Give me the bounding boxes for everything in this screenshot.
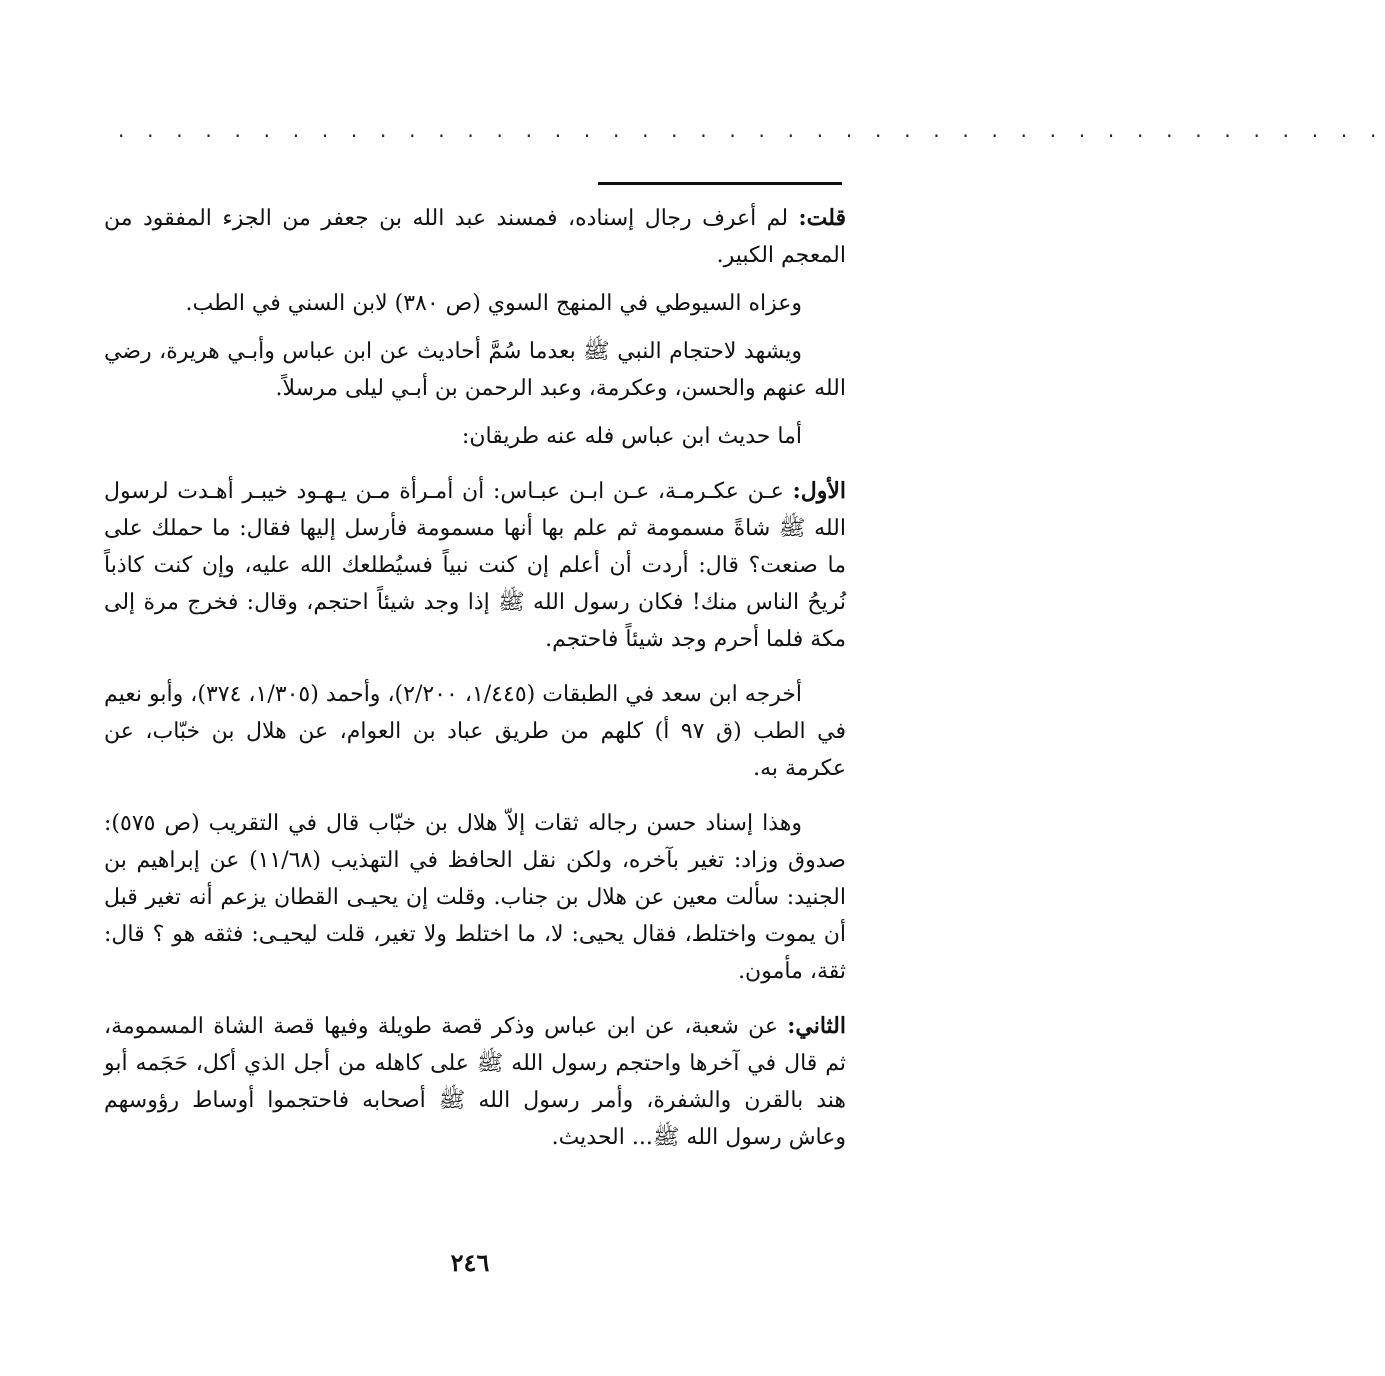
paragraph-text: وعزاه السيوطي في المنهج السوي (ص ٣٨٠) لابن السني في الطب. [185,291,802,316]
paragraph-text: عن شعبة، عن ابن عباس وذكر قصة طويلة وفيها قصة الشاة المسمومة، ثم قال في آخرها واحتجم رسول الله ﷺ على كاهله من أجل الذي أكل، حَجَمه أبو هند بالقرن والشفرة، وأمر رسول الله ﷺ أصحابه فاحتجموا أوساط رؤوسهم وعاش رسول الله ﷺ... الحديث. [104,1014,846,1150]
paragraph-lead: الأول: [792,478,846,504]
paragraph-6 [104,676,846,787]
paragraph-lead: الثاني: [787,1013,846,1039]
paragraph-1 [104,200,846,274]
paragraph-text: أخرجه ابن سعد في الطبقات (١/٤٤٥، ٢/٢٠٠)، وأحمد (١/٣٠٥، ٣٧٤)، وأبو نعيم في الطب (ق ٩٧ أ) كلهم من طريق عباد بن العوام، عن هلال بن خبّاب، عن عكرمة به. [104,682,847,781]
paragraph-lead: قلت: [798,205,846,231]
page-number: ٢٤٦ [450,1248,490,1277]
paragraph-text: وهذا إسناد حسن رجاله ثقات إلاّ هلال بن خبّاب قال في التقريب (ص ٥٧٥): صدوق وزاد: تغير بآخره، ولكن نقل الحافظ في التهذيب (١١/٦٨) عن إبراهيم بن الجنيد: سألت معين عن هلال بن جناب. وقلت إن يحيـى القطان يزعم أنه تغير قبل أن يموت واختلط، فقال يحيى: لا، ما اختلط ولا تغير، قلت ليحيـى: فثقه هو ؟ قال: ثقة، مأمون. [104,811,846,984]
paragraph-3 [104,333,846,407]
paragraph-text: ويشهد لاحتجام النبي ﷺ بعدما سُمَّ أحاديث عن ابن عباس وأبـي هريرة، رضي الله عنهم والحسن، وعكرمة، وعبد الرحمن بن أبـي ليلى مرسلاً. [104,339,846,401]
paragraph-text: عـن عكـرمـة، عـن ابـن عبـاس: أن أمـرأة مـن يـهـود خيبـر أهـدت لرسول الله ﷺ شاةً مسمومة ثم علم بها أنها مسمومة فأرسل إليها فقال: ما حملك على ما صنعت؟ قال: أردت أن أعلم إن كنت نبياً فسيُطلعك الله عليه، وإن كنت كاذباً نُريحُ الناس منك! فكان رسول الله ﷺ إذا وجد شيئاً احتجم، وقال: فخرج مرة إلى مكة فلما أحرم وجد شيئاً فاحتجم. [104,479,846,652]
paragraph-text: أما حديث ابن عباس فله عنه طريقان: [461,424,802,449]
paragraph-7 [104,805,846,990]
footnote-dotted-separator: . . . . . . . . . . . . . . . . . . . . . . . . . . . . . . . . . . . . . . . . . . . . [118,118,1385,142]
paragraph-8 [104,1008,846,1156]
footnote-rule [598,182,842,185]
paragraph-text: لم أعرف رجال إسناده، فمسند عبد الله بن جعفر من الجزء المفقود من المعجم الكبير. [104,206,846,268]
paragraph-5 [104,473,846,658]
paragraph-4 [104,418,846,455]
paragraph-2 [104,285,846,322]
footnote-text-block [104,200,846,1167]
